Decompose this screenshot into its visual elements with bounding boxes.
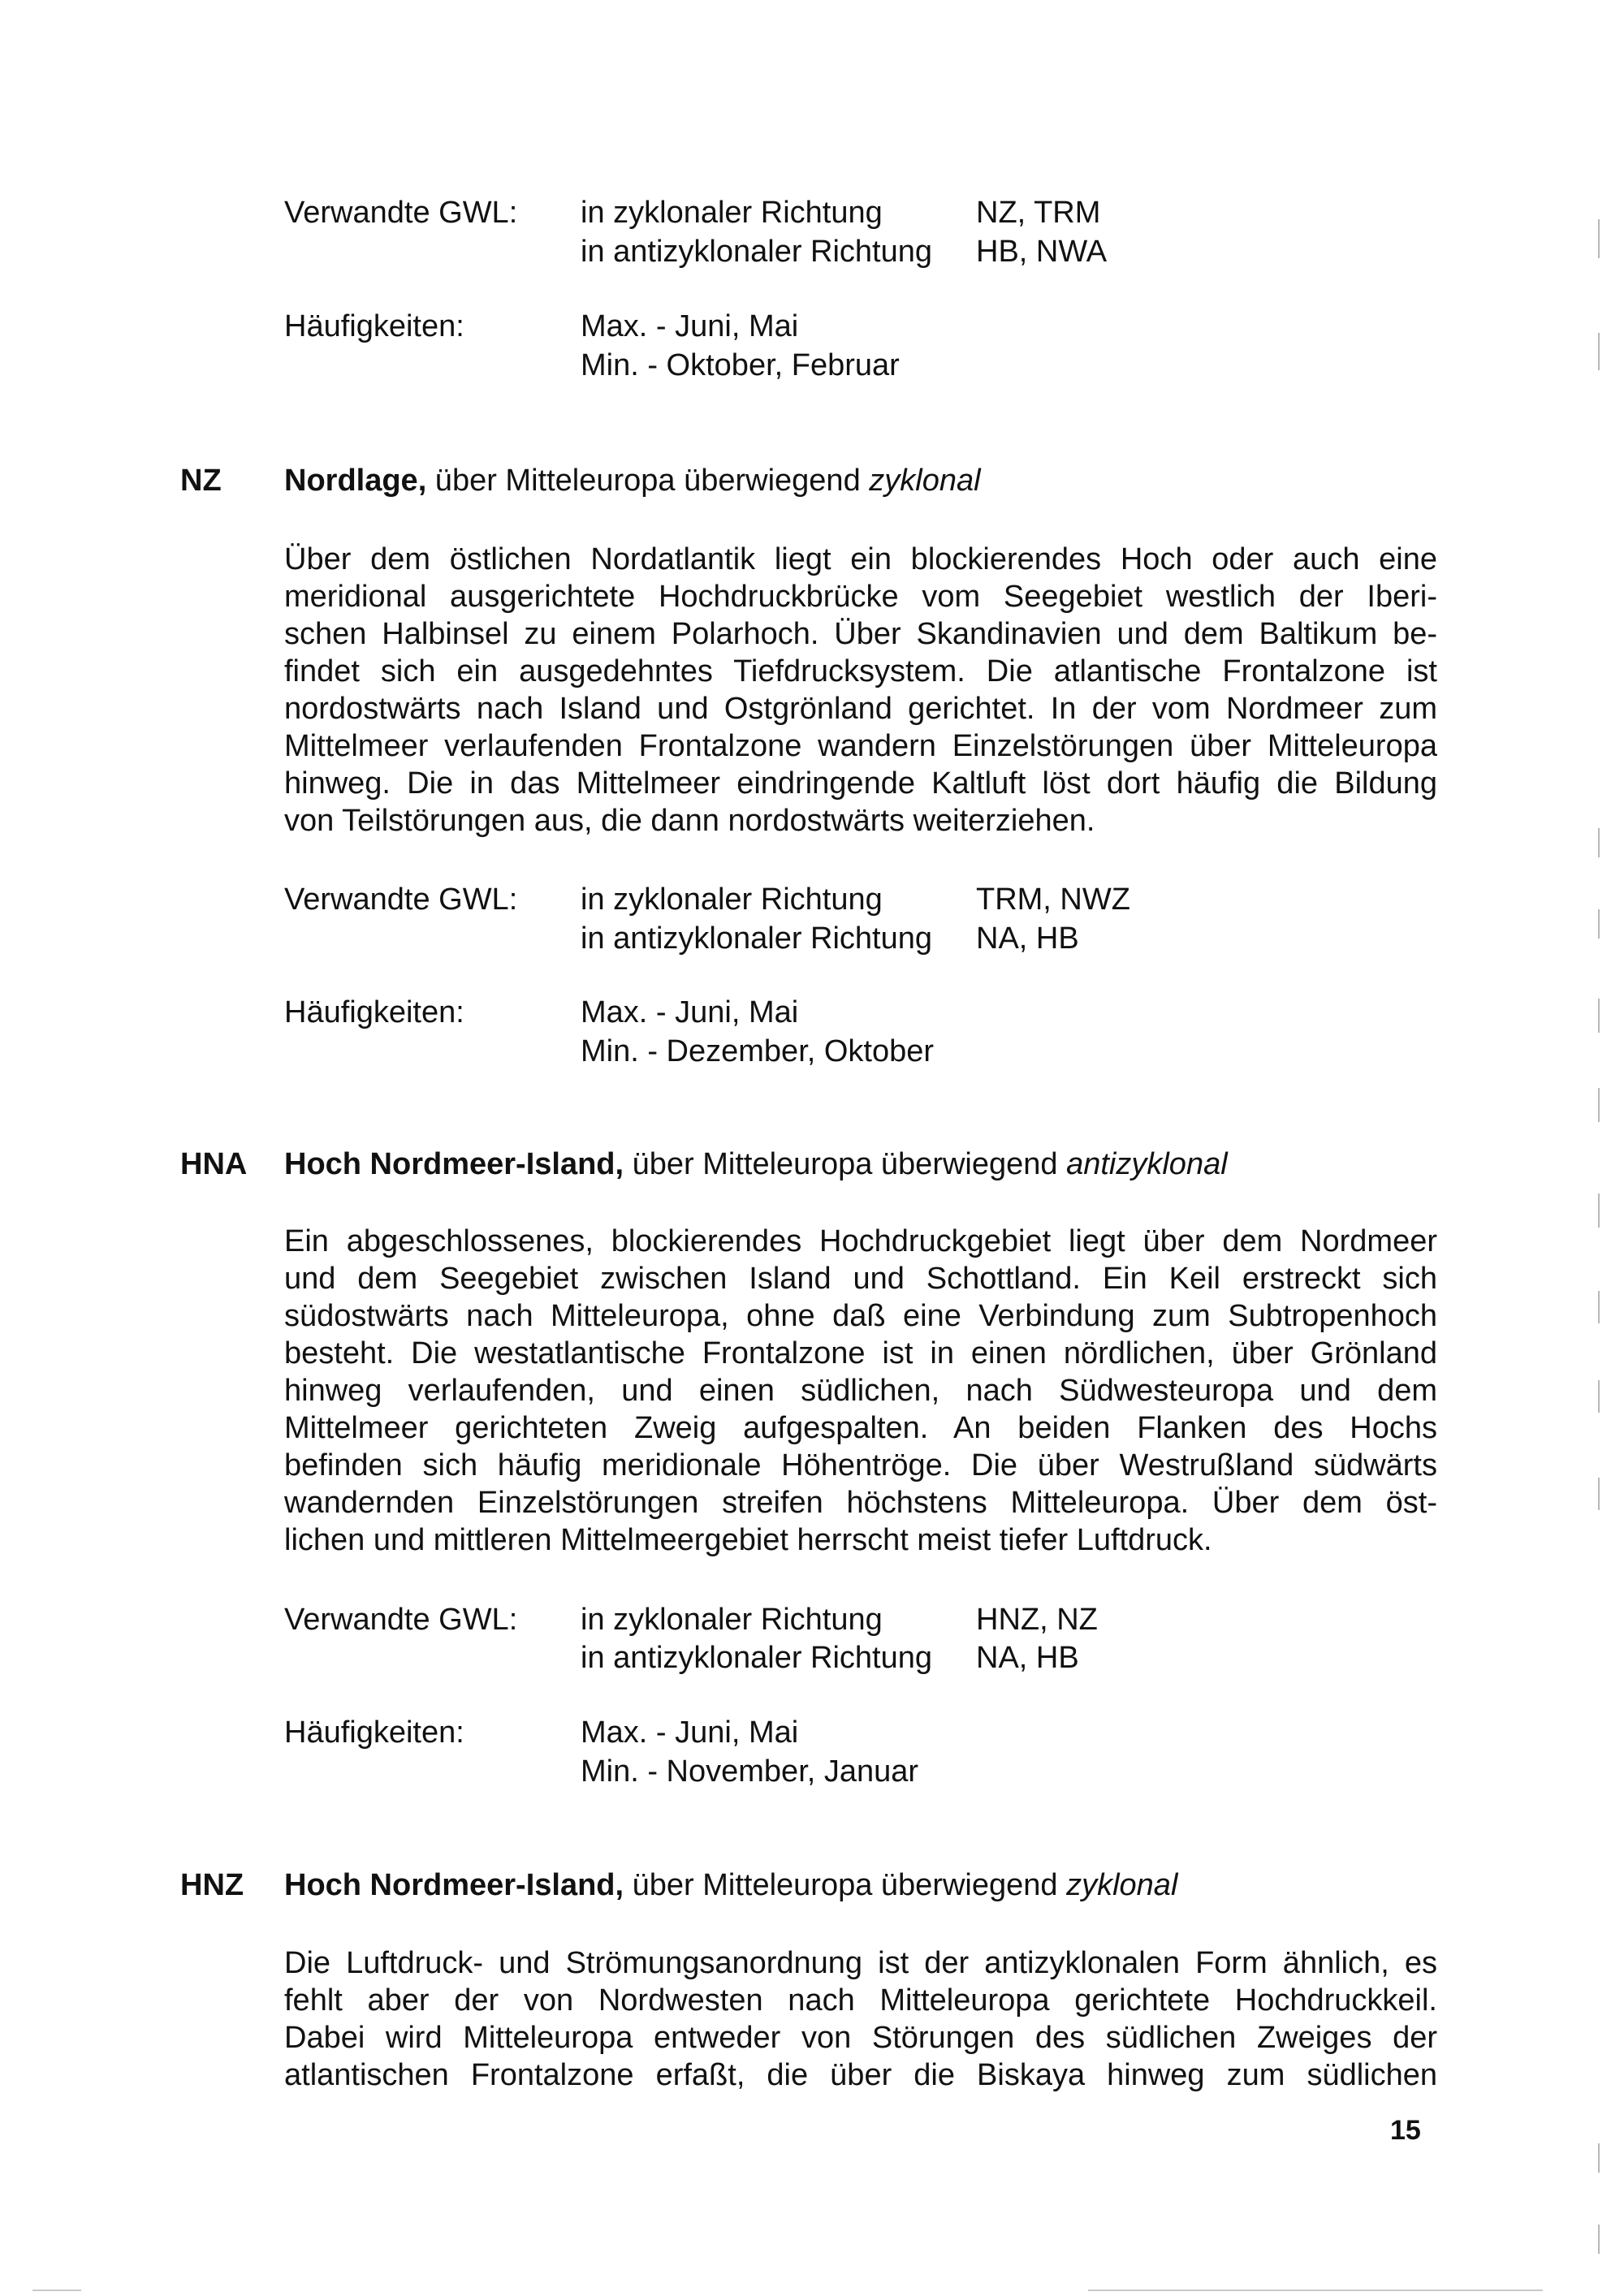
- hna-title-italic: antizyklonal: [1066, 1147, 1228, 1181]
- scan-artifact: [1088, 2290, 1543, 2291]
- nz-zyklonal-value: TRM, NWZ: [976, 883, 1130, 917]
- hnz-line: fehlt aber der von Nordwesten nach Mitteleuropa gerichtete Hochdruckkeil.: [284, 1983, 1437, 2018]
- scan-artifact: [1598, 1478, 1600, 1510]
- hnz-paragraph: [284, 1944, 1437, 2094]
- hna-antizyklonal-value: NA, HB: [976, 1641, 1079, 1675]
- hna-haeufigkeiten-label: Häufigkeiten:: [284, 1716, 464, 1750]
- hnz-title-italic: zyklonal: [1066, 1868, 1178, 1902]
- nz-verwandte-label: Verwandte GWL:: [284, 883, 518, 917]
- hnz-title-bold: Hoch Nordmeer-Island,: [284, 1868, 624, 1902]
- hna-title-rest: über Mitteleuropa überwiegend: [624, 1147, 1067, 1181]
- nz-line: hinweg. Die in das Mittelmeer eindringende Kaltluft löst dort häufig die Bildung: [284, 766, 1437, 801]
- scan-artifact: [1598, 1291, 1600, 1323]
- nz-title-bold: Nordlage,: [284, 464, 427, 498]
- hna-line: befinden sich häufig meridionale Höhentröge. Die über Westrußland südwärts: [284, 1448, 1437, 1482]
- scan-artifact: [1598, 333, 1600, 370]
- hna-line: hinweg verlaufenden, und einen südlichen, nach Südwesteuropa und dem: [284, 1374, 1437, 1408]
- hnz-line: Dabei wird Mitteleuropa entweder von Störungen des südlichen Zweiges der: [284, 2021, 1437, 2055]
- intro-min: Min. - Oktober, Februar: [581, 348, 900, 382]
- hna-zyklonal-value: HNZ, NZ: [976, 1603, 1098, 1637]
- intro-zyklonal-direction: in zyklonaler Richtung: [581, 196, 883, 230]
- intro-haeufigkeiten-label: Häufigkeiten:: [284, 309, 464, 343]
- nz-line: von Teilstörungen aus, die dann nordostwärts weiterziehen.: [284, 804, 1095, 838]
- hna-line: lichen und mittleren Mittelmeergebiet herrscht meist tiefer Luftdruck.: [284, 1523, 1212, 1557]
- nz-line: Über dem östlichen Nordatlantik liegt ein blockierendes Hoch oder auch eine: [284, 542, 1437, 576]
- nz-line: meridional ausgerichtete Hochdruckbrücke vom Seegebiet westlich der Iberi-: [284, 580, 1437, 614]
- nz-code: NZ: [180, 464, 222, 498]
- nz-title-rest: über Mitteleuropa überwiegend: [426, 464, 870, 498]
- nz-paragraph: [284, 541, 1437, 839]
- hna-max: Max. - Juni, Mai: [581, 1716, 799, 1750]
- hna-line: besteht. Die westatlantische Frontalzone ist in einen nördlichen, über Grönland: [284, 1336, 1437, 1370]
- scan-artifact: [1598, 828, 1600, 857]
- scan-artifact: [1598, 1193, 1600, 1228]
- intro-antizyklonal-direction: in antizyklonaler Richtung: [581, 235, 933, 269]
- nz-line: nordostwärts nach Island und Ostgrönland gerichtet. In der vom Nordmeer zum: [284, 692, 1437, 726]
- hnz-heading: [284, 1867, 1177, 1904]
- hna-line: Ein abgeschlossenes, blockierendes Hochdruckgebiet liegt über dem Nordmeer: [284, 1224, 1437, 1258]
- nz-line: findet sich ein ausgedehntes Tiefdrucksystem. Die atlantische Frontalzone ist: [284, 654, 1437, 688]
- hna-line: südostwärts nach Mitteleuropa, ohne daß eine Verbindung zum Subtropenhoch: [284, 1299, 1437, 1333]
- hna-title-bold: Hoch Nordmeer-Island,: [284, 1147, 624, 1181]
- hna-line: und dem Seegebiet zwischen Island und Schottland. Ein Keil erstreckt sich: [284, 1262, 1437, 1296]
- hna-line: Mittelmeer gerichteten Zweig aufgespalten. An beiden Flanken des Hochs: [284, 1411, 1437, 1445]
- page-number: 15: [1390, 2115, 1421, 2146]
- scan-artifact: [1598, 909, 1600, 939]
- nz-max: Max. - Juni, Mai: [581, 995, 799, 1029]
- nz-heading: [284, 463, 981, 499]
- hna-paragraph: [284, 1223, 1437, 1559]
- hnz-line: Die Luftdruck- und Strömungsanordnung ist der antizyklonalen Form ähnlich, es: [284, 1946, 1437, 1980]
- nz-min: Min. - Dezember, Oktober: [581, 1034, 935, 1068]
- scan-artifact: [1598, 1088, 1600, 1122]
- intro-max: Max. - Juni, Mai: [581, 309, 799, 343]
- hna-zyklonal-direction: in zyklonaler Richtung: [581, 1603, 883, 1637]
- hna-heading: [284, 1146, 1228, 1183]
- scan-artifact: [1598, 2225, 1600, 2254]
- nz-line: Mittelmeer verlaufenden Frontalzone wandern Einzelstörungen über Mitteleuropa: [284, 729, 1437, 763]
- intro-verwandte-label: Verwandte GWL:: [284, 196, 518, 230]
- nz-line: schen Halbinsel zu einem Polarhoch. Über Skandinavien und dem Baltikum be-: [284, 617, 1437, 651]
- nz-antizyklonal-direction: in antizyklonaler Richtung: [581, 921, 933, 956]
- hnz-line: atlantischen Frontalzone erfaßt, die über die Biskaya hinweg zum südlichen: [284, 2058, 1437, 2092]
- hna-line: wandernden Einzelstörungen streifen höchstens Mitteleuropa. Über dem öst-: [284, 1486, 1437, 1520]
- hnz-code: HNZ: [180, 1868, 244, 1902]
- nz-haeufigkeiten-label: Häufigkeiten:: [284, 995, 464, 1029]
- hna-antizyklonal-direction: in antizyklonaler Richtung: [581, 1641, 933, 1675]
- scan-artifact: [1598, 2143, 1600, 2173]
- hna-min: Min. - November, Januar: [581, 1754, 919, 1789]
- scan-artifact: [1598, 219, 1600, 258]
- nz-zyklonal-direction: in zyklonaler Richtung: [581, 883, 883, 917]
- hna-verwandte-label: Verwandte GWL:: [284, 1603, 518, 1637]
- nz-antizyklonal-value: NA, HB: [976, 921, 1079, 956]
- intro-zyklonal-value: NZ, TRM: [976, 196, 1101, 230]
- scan-artifact: [1598, 999, 1600, 1033]
- scan-artifact: [32, 2290, 81, 2291]
- hna-code: HNA: [180, 1147, 248, 1181]
- intro-antizyklonal-value: HB, NWA: [976, 235, 1108, 269]
- scan-artifact: [1598, 1380, 1600, 1413]
- hnz-title-rest: über Mitteleuropa überwiegend: [624, 1868, 1067, 1902]
- nz-title-italic: zyklonal: [869, 464, 981, 498]
